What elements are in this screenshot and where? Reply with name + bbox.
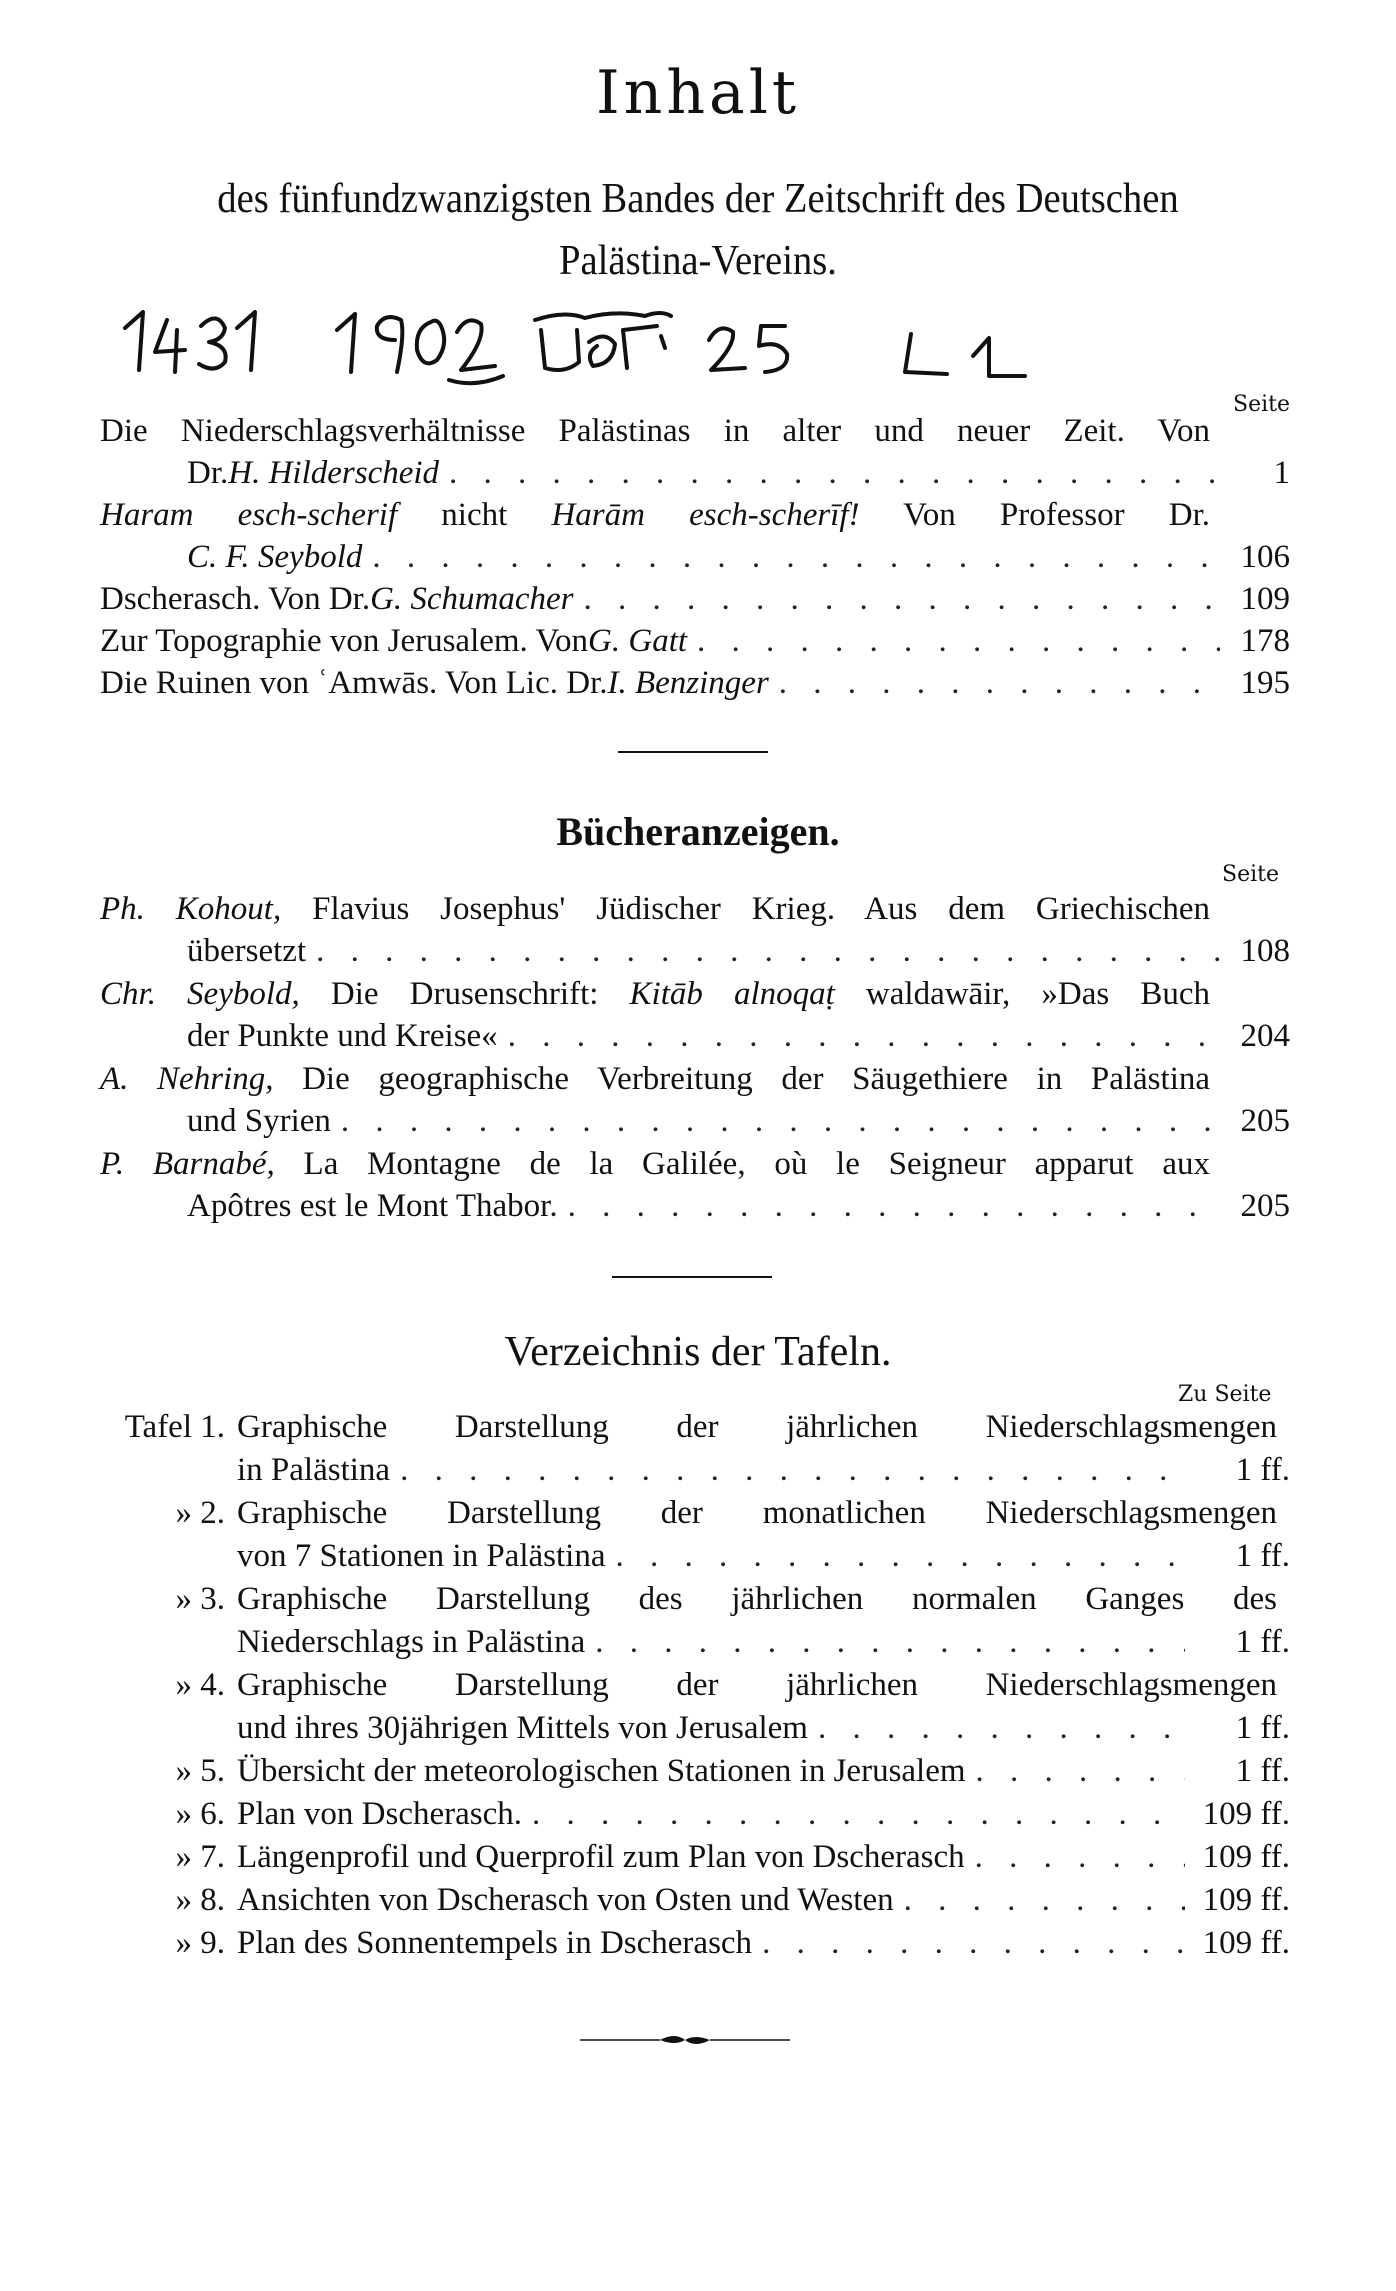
review-entry: P. Barnabé, La Montagne de la Galilée, où le Seigneur apparut aux Apôtres est le Mont Thabor. . . . 205 [100, 1143, 1290, 1227]
page-number: 1 ff. [1235, 1452, 1290, 1488]
ornament-divider [580, 2030, 790, 2050]
subtitle-line-2: Palästina-Vereins. [559, 238, 837, 284]
article-line: Die Niederschlagsverhältnisse Palästinas in alter und neuer Zeit. Von [100, 413, 1210, 449]
plate-entry: » 8. Ansichten von Dscherasch von Osten und Westen . . . 109 ff. [100, 1879, 1290, 1922]
page-number: 109 ff. [1202, 1796, 1290, 1832]
page-number: 195 [1240, 665, 1290, 701]
plate-number: » 8. [175, 1882, 225, 1918]
article-author: I. Benzinger [607, 665, 769, 701]
seite-label: Seite [1222, 862, 1279, 887]
page-number: 109 ff. [1202, 1925, 1290, 1961]
page-title: Inhalt [595, 58, 801, 128]
review-author: P. Barnabé, [100, 1146, 275, 1182]
plate-entry: » 7. Längenprofil und Querprofil zum Plan von Dscherasch . . . 109 ff. [100, 1836, 1290, 1879]
review-entry: Ph. Kohout, Flavius Josephus' Jüdischer Krieg. Aus dem Griechischen übersetzt . . . 108 [100, 888, 1290, 972]
page-number: 109 [1240, 581, 1290, 617]
plate-entry: » 5. Übersicht der meteorologischen Stationen in Jerusalem . . . 1 ff. [100, 1750, 1290, 1793]
article-entry: Dscherasch. Von Dr. G. Schumacher . . . 109 [100, 578, 1290, 620]
review-author: A. Nehring, [100, 1061, 274, 1097]
plate-number: » 4. [175, 1667, 225, 1703]
article-entry: Die Ruinen von ʿAmwās. Von Lic. Dr. I. Benzinger . . . 195 [100, 662, 1290, 704]
plate-entry: » 3. Graphische Darstellung des jährlichen normalen Ganges des Niederschlags in Palästina . . . 1 ff. [100, 1578, 1290, 1664]
article-author: H. Hilderscheid [228, 455, 440, 491]
page-number: 106 [1240, 539, 1290, 575]
page-number: 1 ff. [1235, 1538, 1290, 1574]
review-entry: Chr. Seybold, Die Drusenschrift: Kitāb alnoqaṭ waldawāir, »Das Buch der Punkte und Kreise« . . . 204 [100, 973, 1290, 1057]
page-number: 1 ff. [1235, 1753, 1290, 1789]
article-entry: Die Niederschlagsverhältnisse Palästinas in alter und neuer Zeit. Von Dr. H. Hilderscheid . . . 1 [100, 410, 1290, 494]
page-number: 204 [1240, 1018, 1290, 1054]
page-number: 205 [1240, 1188, 1290, 1224]
page-number: 109 ff. [1202, 1839, 1290, 1875]
plate-number: » 5. [175, 1753, 225, 1789]
plate-number: » 9. [175, 1925, 225, 1961]
plate-number: » 6. [175, 1796, 225, 1832]
plate-number: » 3. [175, 1581, 225, 1617]
plate-number: » 7. [175, 1839, 225, 1875]
plate-entry: » 9. Plan des Sonnentempels in Dscherasch . . . 109 ff. [100, 1922, 1290, 1965]
handwritten-shelfmark [105, 300, 1165, 410]
article-entry: Zur Topographie von Jerusalem. Von G. Gatt . . . 178 [100, 620, 1290, 662]
page-number: 1 ff. [1235, 1710, 1290, 1746]
page-number: 178 [1240, 623, 1290, 659]
article-author: G. Schumacher [370, 581, 574, 617]
page-number: 1 ff. [1235, 1624, 1290, 1660]
plate-entry: » 2. Graphische Darstellung der monatlichen Niederschlagsmengen von 7 Stationen in Palästina . . . 1 ff. [100, 1492, 1290, 1578]
divider [612, 1276, 772, 1278]
article-entry: Haram esch-scherif nicht Harām esch-scherīf! Von Professor Dr. C. F. Seybold . . . 106 [100, 494, 1290, 578]
page-number: 1 [1273, 455, 1290, 491]
plate-entry: Tafel 1. Graphische Darstellung der jährlichen Niederschlagsmengen in Palästina . . . 1 ff. [100, 1406, 1290, 1492]
zu-seite-label: Zu Seite [1178, 1382, 1272, 1407]
plate-entry: » 4. Graphische Darstellung der jährlichen Niederschlagsmengen und ihres 30jährigen Mittels von Jerusalem . . . 1 ff. [100, 1664, 1290, 1750]
article-author: C. F. Seybold [187, 539, 363, 575]
plate-number: Tafel 1. [124, 1409, 225, 1445]
plate-number: » 2. [175, 1495, 225, 1531]
reviews-heading: Bücheranzeigen. [556, 809, 840, 854]
divider [618, 751, 768, 753]
subtitle [157, 168, 1239, 292]
review-author: Chr. Seybold, [100, 976, 300, 1012]
article-author: G. Gatt [588, 623, 688, 659]
review-entry: A. Nehring, Die geographische Verbreitung der Säugethiere in Palästina und Syrien . . . 205 [100, 1058, 1290, 1142]
plate-entry: » 6. Plan von Dscherasch. . . . 109 ff. [100, 1793, 1290, 1836]
page-number: 108 [1240, 933, 1290, 969]
subtitle-line-1: des fünfundzwanzigsten Bandes der Zeitschrift des Deutschen [217, 176, 1179, 222]
plates-heading: Verzeichnis der Tafeln. [504, 1329, 892, 1375]
seite-label: Seite [1233, 392, 1290, 417]
review-author: Ph. Kohout, [100, 891, 282, 927]
page-number: 205 [1240, 1103, 1290, 1139]
page-number: 109 ff. [1202, 1882, 1290, 1918]
